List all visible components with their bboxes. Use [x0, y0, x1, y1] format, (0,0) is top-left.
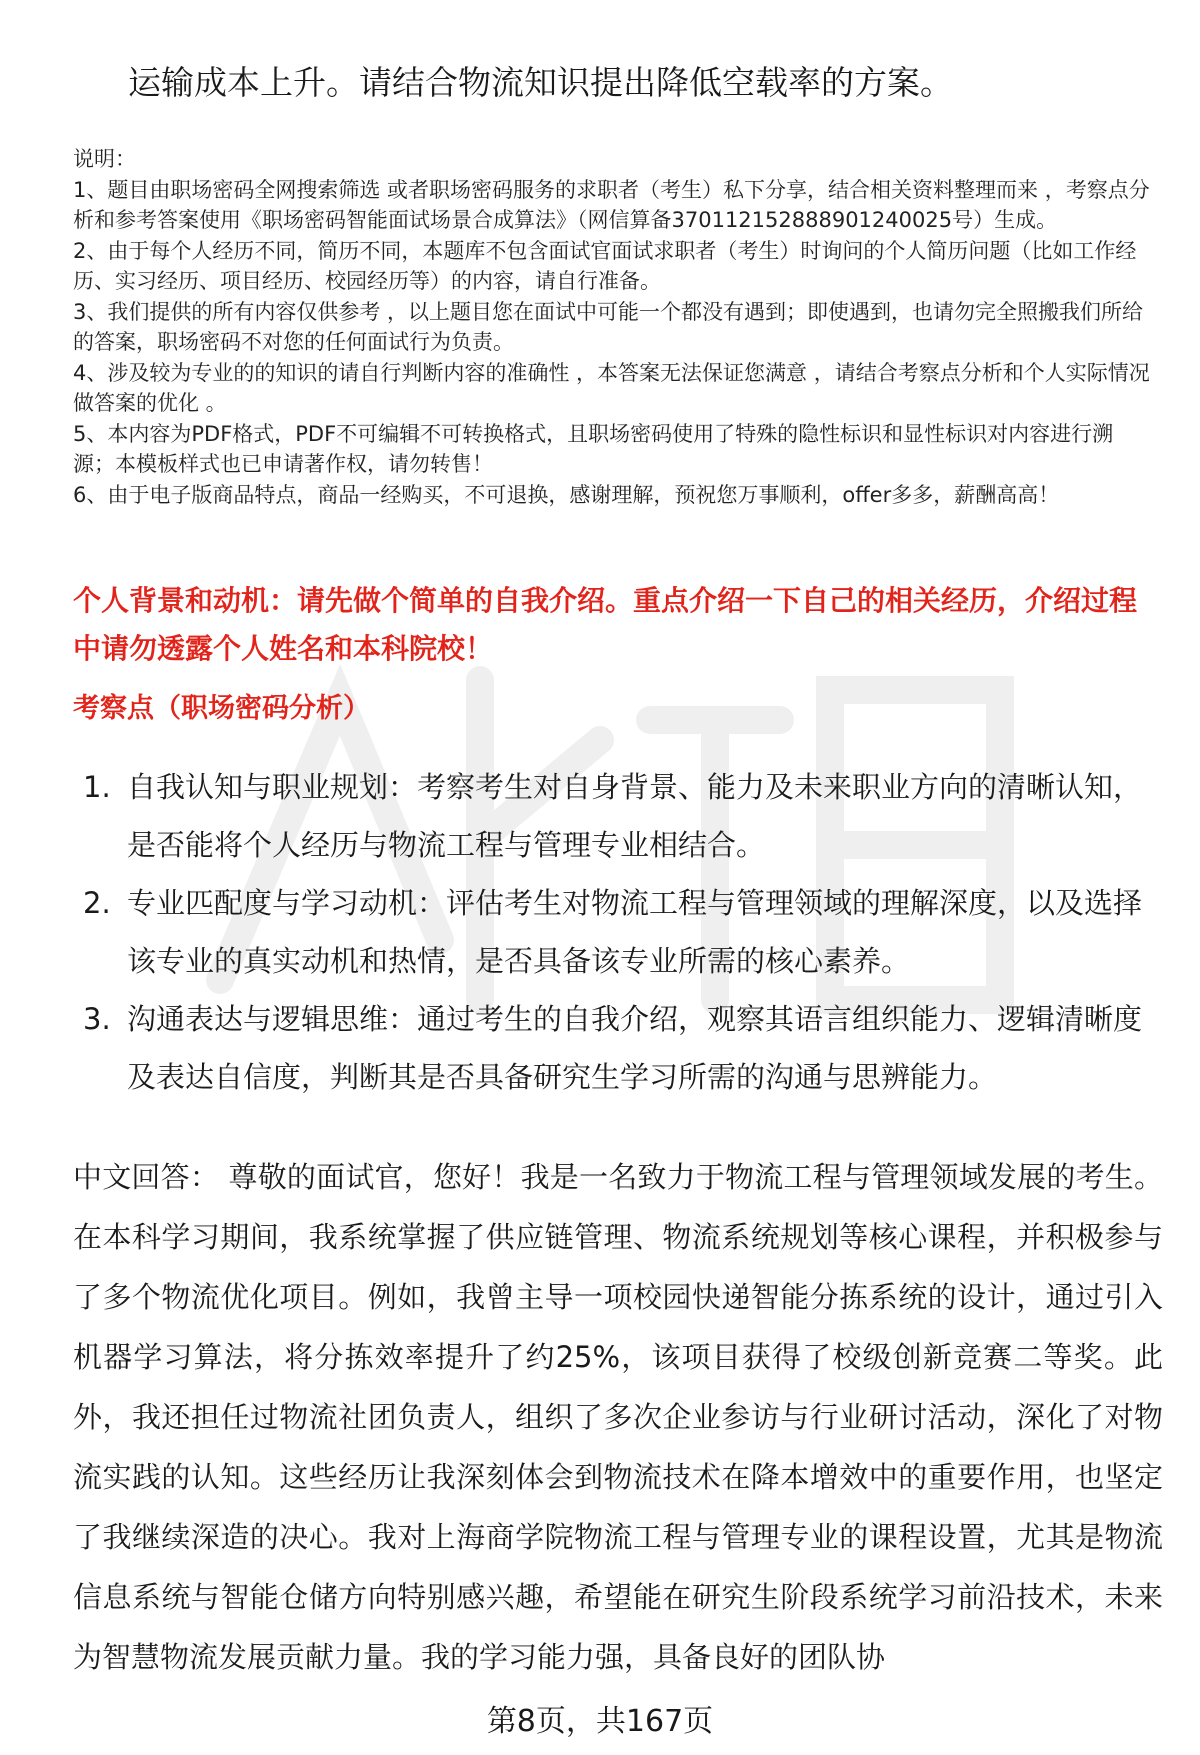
note-item: 6、由于电子版商品特点，商品一经购买，不可退换，感谢理解，预祝您万事顺利，offer多多，薪酬高高！ [73, 482, 1060, 507]
note-item: 4、涉及较为专业的的知识的请自行判断内容的准确性 ，本答案无法保证您满意 ，请结合考察点分析和个人实际情况做答案的优化 。 [73, 360, 1150, 415]
list-item-number: 1. [83, 770, 111, 804]
page-number: 第8页，共167页 [486, 1704, 714, 1739]
assessment-points-list [73, 758, 1163, 1106]
interview-question: 个人背景和动机：请先做个简单的自我介绍。重点介绍一下自己的相关经历，介绍过程中请勿透露个人姓名和本科院校！ [73, 584, 1138, 665]
note-item: 3、我们提供的所有内容仅供参考 ，以上题目您在面试中可能一个都没有遇到；即使遇到，也请勿完全照搬我们所给的答案，职场密码不对您的任何面试行为负责。 [73, 299, 1144, 354]
assessment-points-heading: 考察点（职场密码分析） [73, 693, 370, 724]
list-item-text: 专业匹配度与学习动机：评估考生对物流工程与管理领域的理解深度，以及选择该专业的真实动机和热情，是否具备该专业所需的核心素养。 [127, 886, 1143, 978]
list-item [73, 874, 1163, 990]
list-item-number: 3. [83, 1002, 111, 1036]
note-item: 5、本内容为PDF格式，PDF不可编辑不可转换格式，且职场密码使用了特殊的隐性标识和显性标识对内容进行溯源；本模板样式也已申请著作权，请勿转售！ [73, 421, 1114, 476]
list-item-text: 沟通表达与逻辑思维：通过考生的自我介绍，观察其语言组织能力、逻辑清晰度及表达自信度，判断其是否具备研究生学习所需的沟通与思辨能力。 [127, 1002, 1143, 1094]
chinese-answer: 中文回答： 尊敬的面试官，您好！我是一名致力于物流工程与管理领域发展的考生。在本科学习期间，我系统掌握了供应链管理、物流系统规划等核心课程，并积极参与了多个物流优化项目。例如，我曾主导一项校园快递智能分拣系统的设计，通过引入机器学习算法，将分拣效率提升了约25%，该项目获得了校级创新竞赛二等奖。此外，我还担任过物流社团负责人，组织了多次企业参访与行业研讨活动，深化了对物流实践的认知。这些经历让我深刻体会到物流技术在降本增效中的重要作用，也坚定了我继续深造的决心。我对上海商学院物流工程与管理专业的课程设置，尤其是物流信息系统与智能仓储方向特别感兴趣，希望能在研究生阶段系统学习前沿技术，未来为智慧物流发展贡献力量。我的学习能力强，具备良好的团队协 [73, 1160, 1163, 1674]
list-item [73, 990, 1163, 1106]
question-continuation: 运输成本上升。请结合物流知识提出降低空载率的方案。 [128, 63, 953, 102]
list-item-text: 自我认知与职业规划：考察考生对自身背景、能力及未来职业方向的清晰认知，是否能将个人经历与物流工程与管理专业相结合。 [127, 770, 1143, 862]
list-item-number: 2. [83, 886, 111, 920]
note-item: 1、题目由职场密码全网搜索筛选 或者职场密码服务的求职者（考生）私下分享，结合相关资料整理而来 ，考察点分析和参考答案使用《职场密码智能面试场景合成算法》（网信算备370112152888901240025号）生成。 [73, 177, 1150, 232]
notes-title: 说明： [73, 147, 136, 171]
list-item [73, 758, 1163, 874]
notes-section [73, 144, 1153, 510]
note-item: 2、由于每个人经历不同，简历不同，本题库不包含面试官面试求职者（考生）时询问的个人简历问题（比如工作经历、实习经历、项目经历、校园经历等）的内容，请自行准备。 [73, 238, 1137, 293]
